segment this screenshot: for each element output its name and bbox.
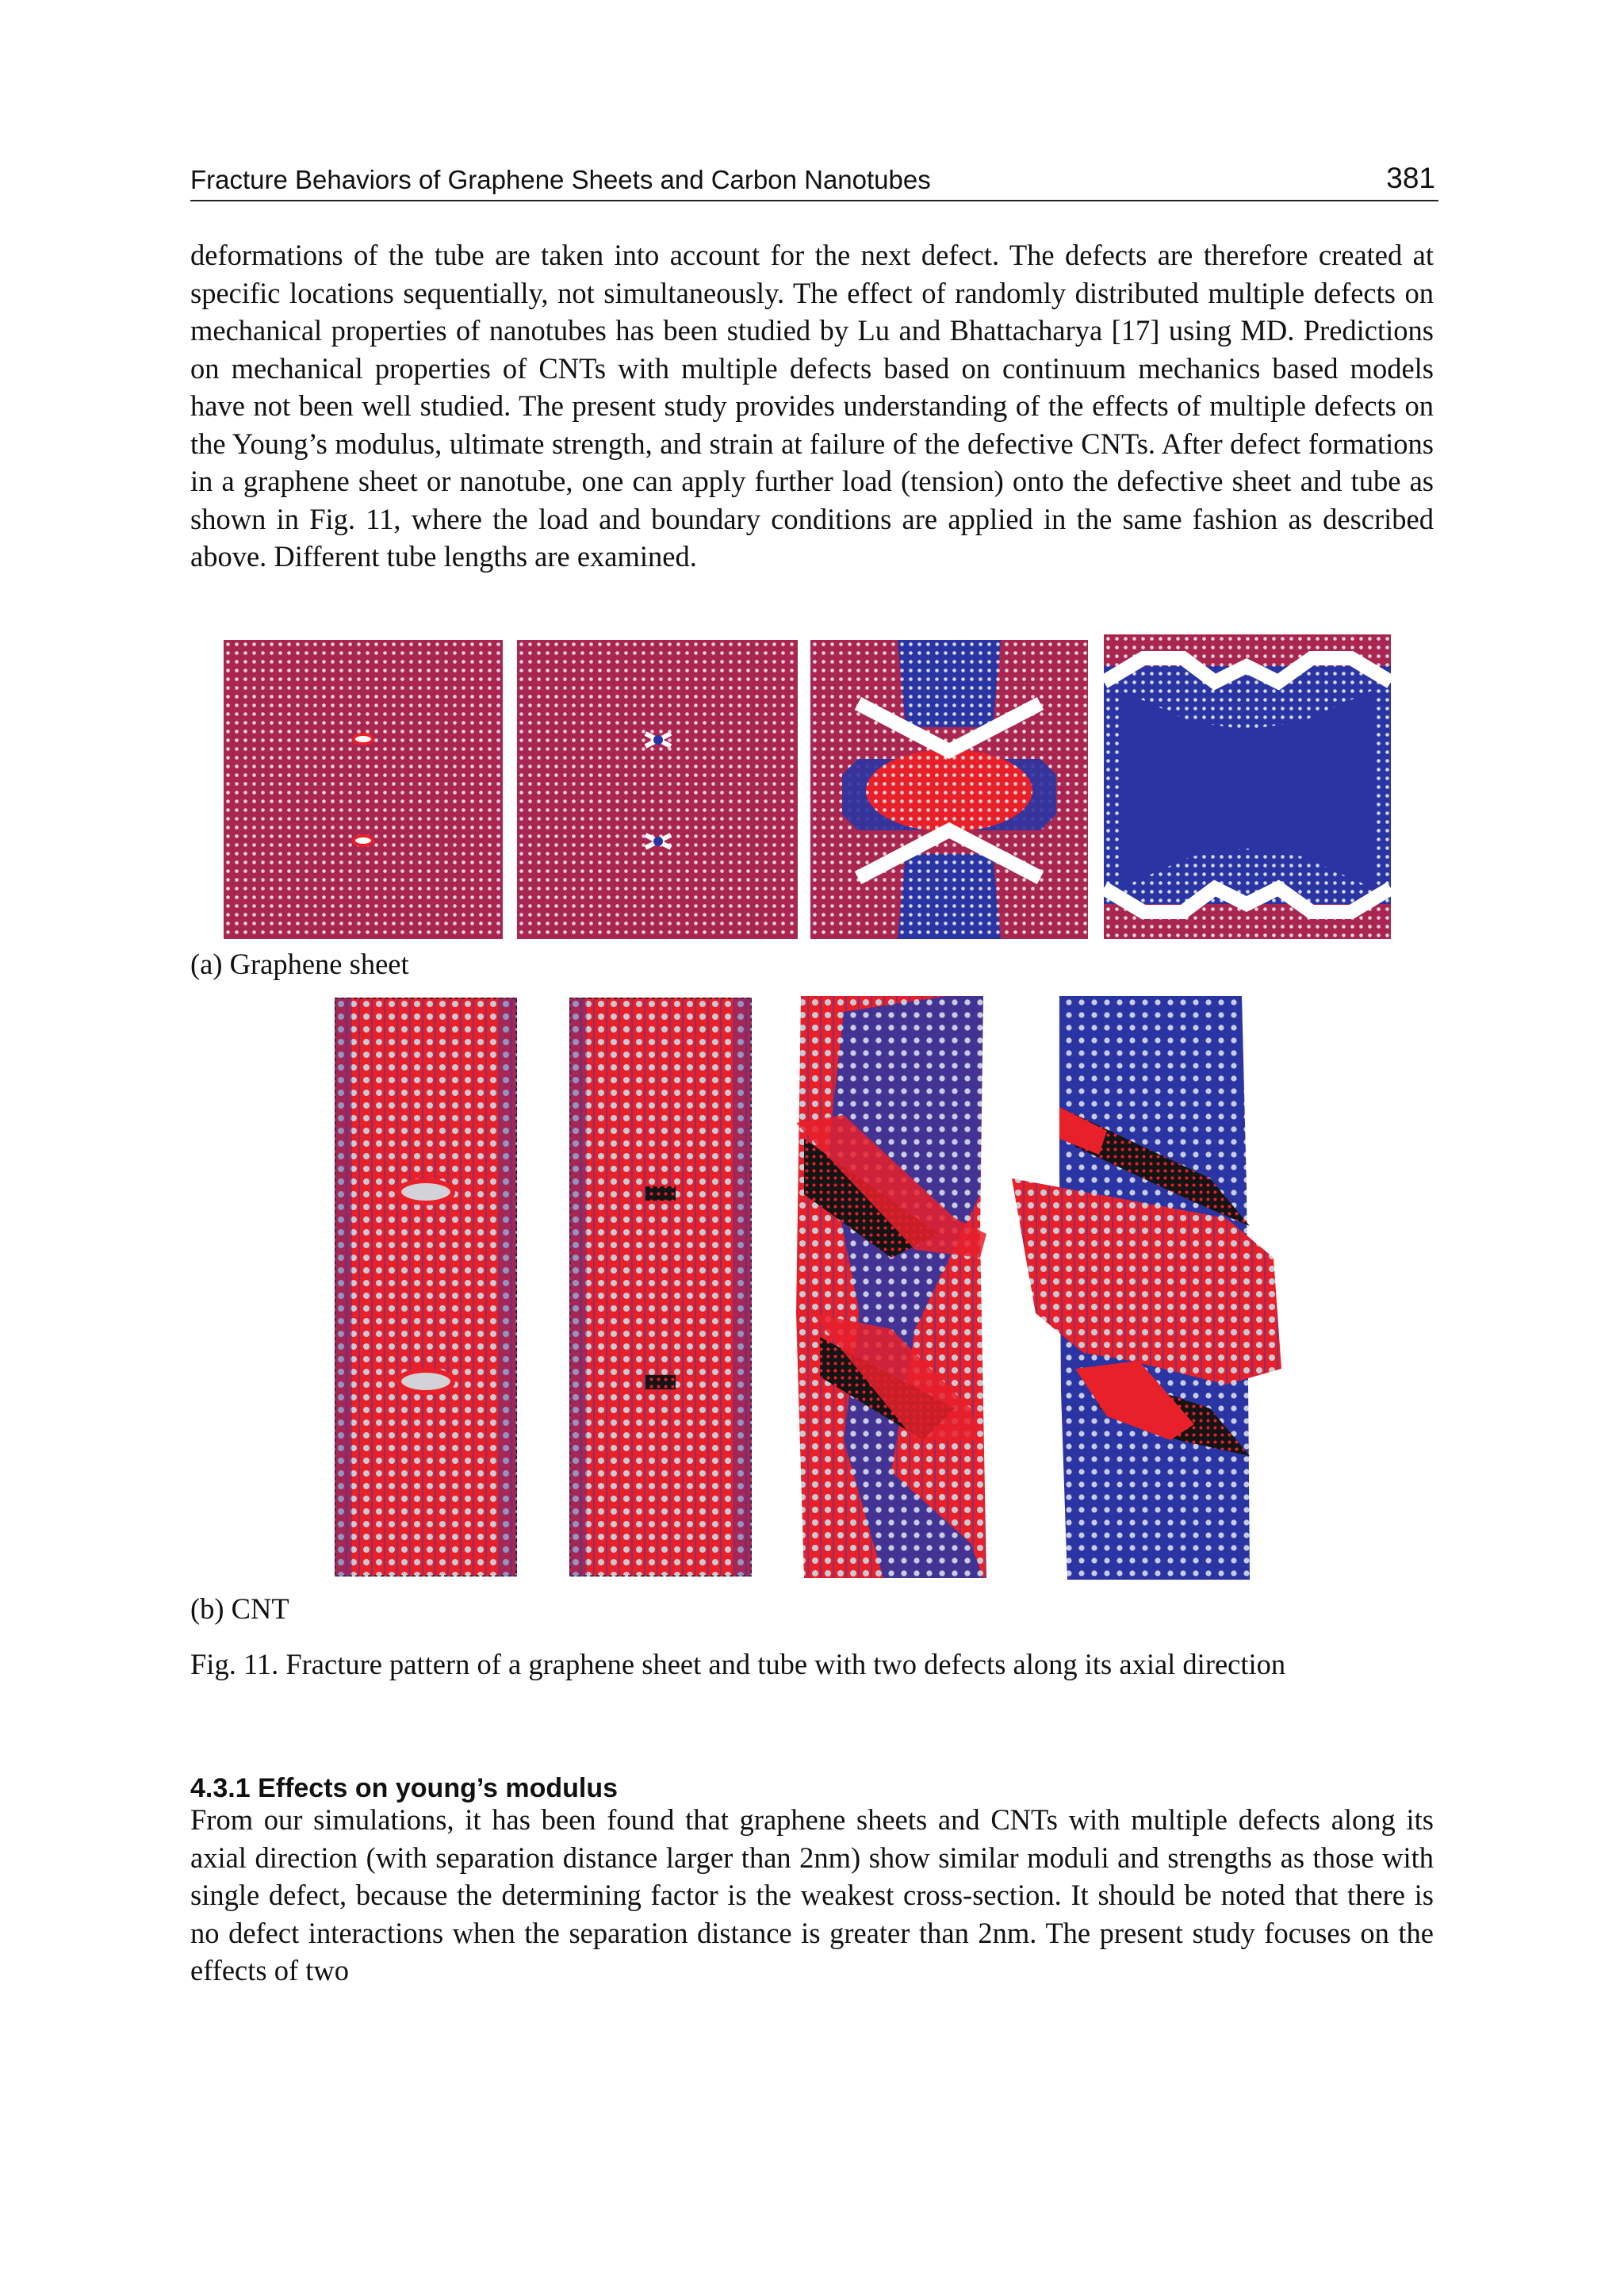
graphene-panel-1 <box>224 640 503 939</box>
section-heading: 4.3.1 Effects on young’s modulus <box>190 1773 619 1803</box>
cnt-panel-4 <box>1012 996 1297 1580</box>
cnt-panel-1 <box>335 998 517 1576</box>
graphene-panel-3 <box>810 640 1088 939</box>
graphene-panel-4 <box>1104 634 1391 939</box>
cnt-panel-3 <box>796 996 986 1578</box>
section-body-paragraph: From our simulations, it has been found that graphene sheets and CNTs with multiple defects along its axial direction (with separation distance larger than 2nm) show similar moduli and strengths as those with single defect, because the determining factor is the weakest cross-section. It should be noted that there is no defect interactions when the separation distance is greater than 2nm. The present study focuses on the effects of two <box>190 1803 1434 1986</box>
cnt-panel-2 <box>569 998 752 1576</box>
figure-caption: Fig. 11. Fracture pattern of a graphene sheet and tube with two defects along its axial direction <box>190 1648 1286 1680</box>
running-title: Fracture Behaviors of Graphene Sheets and Carbon Nanotubes <box>190 165 931 194</box>
intro-paragraph: deformations of the tube are taken into account for the next defect. The defects are therefore created at specific locations sequentially, not simultaneously. The effect of randomly distributed multiple defects on mechanical properties of nanotubes has been studied by Lu and Bhattacharya [17] using MD. Predictions on mechanical properties of CNTs with multiple defects based on continuum mechanics based models have not been well studied. The present study provides understanding of the effects of multiple defects on the Young’s modulus, ultimate strength, and strain at failure of the defective CNTs. After defect formations in a graphene sheet or nanotube, one can apply further load (tension) onto the defective sheet and tube as shown in Fig. 11, where the load and boundary conditions are applied in the same fashion as described above. Different tube lengths are examined. <box>190 239 1434 573</box>
graphene-panel-2 <box>517 640 798 939</box>
subcaption-graphene: (a) Graphene sheet <box>190 948 409 980</box>
subcaption-cnt: (b) CNT <box>190 1592 289 1625</box>
running-header <box>190 162 1438 201</box>
page-number: 381 <box>1386 162 1435 194</box>
